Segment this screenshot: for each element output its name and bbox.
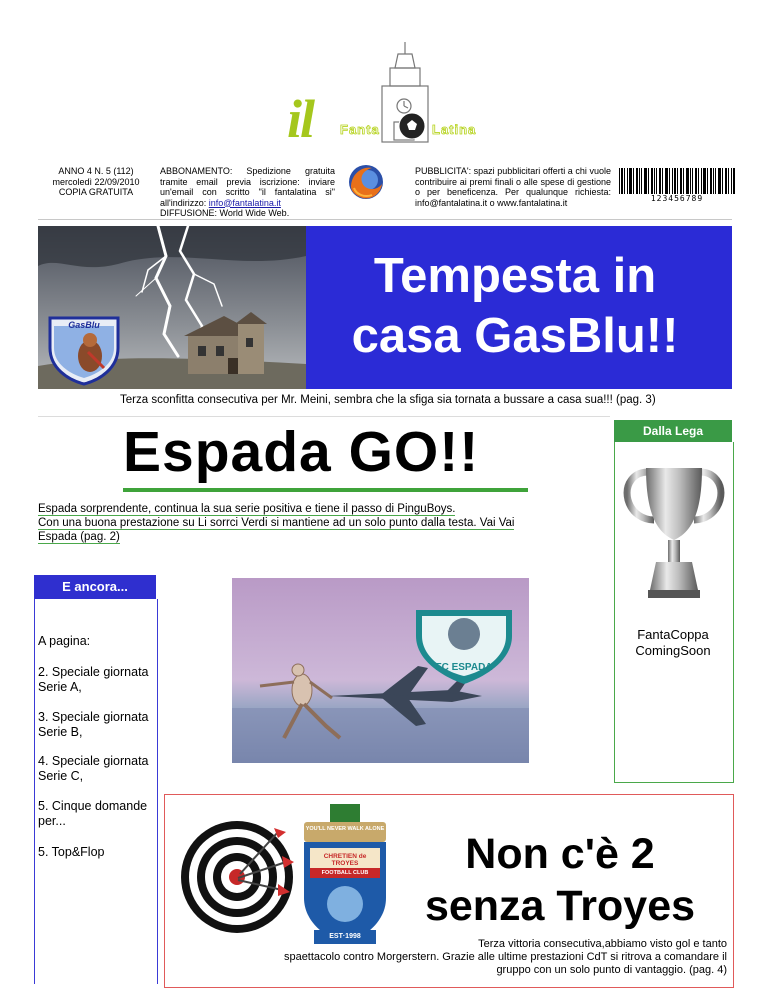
lega-header: Dalla Lega bbox=[614, 420, 732, 442]
espada-underline bbox=[123, 488, 528, 492]
ancora-item: 3. Speciale giornata Serie B, bbox=[38, 710, 149, 739]
gasblu-badge-text: GasBlu bbox=[68, 320, 100, 330]
logo-latina: Latina bbox=[432, 122, 477, 137]
issue-info bbox=[48, 166, 144, 198]
ancora-item: 2. Speciale giornata Serie A, bbox=[38, 665, 149, 694]
headline-subtitle: Terza sconfitta consecutiva per Mr. Meini, sembra che la sfiga sia tornata a bussare a casa sua!!! (pag. 3) bbox=[120, 394, 656, 406]
espada-title: Espada GO!! bbox=[123, 420, 480, 484]
issue-price: COPIA GRATUITA bbox=[58, 187, 134, 197]
issue-number: ANNO 4 N. 5 (112) bbox=[58, 166, 134, 176]
lega-caption bbox=[614, 627, 732, 659]
masthead-divider bbox=[38, 219, 732, 220]
ancora-item: 5. Cinque domande per... bbox=[38, 799, 148, 828]
espada-text-line2: Con una buona prestazione su Li sorrci Verdi si mantiene ad un solo punto dalla testa. Vai Vai bbox=[38, 517, 515, 529]
crest-name-text: CHRETIEN de TROYES bbox=[323, 853, 367, 867]
fc-espada-badge-text: FC ESPADA bbox=[435, 662, 493, 673]
issue-date: mercoledì 22/09/2010 bbox=[52, 176, 140, 187]
dartboard-icon bbox=[178, 818, 296, 936]
ancora-header: E ancora... bbox=[34, 575, 156, 599]
troyes-crest bbox=[296, 802, 394, 952]
logo-fanta: Fanta bbox=[340, 122, 380, 137]
troyes-text-line3: gruppo con un solo punto di vantaggio. (pag. 4) bbox=[496, 964, 727, 976]
firefox-icon bbox=[346, 162, 386, 202]
subscription-email-link[interactable]: info@fantalatina.it bbox=[208, 197, 281, 208]
headline-title-line2: casa GasBlu!! bbox=[351, 309, 679, 363]
espada-photo bbox=[232, 578, 529, 763]
barcode-number: 123456789 bbox=[650, 194, 704, 203]
subscription-text: ABBONAMENTO: Spedizione gratuita tramite email previa iscrizione: inviare un'email con scritto "il fantalatina si" all'indirizzo: bbox=[160, 166, 335, 208]
headline-divider bbox=[38, 416, 610, 417]
troyes-title-line2: senza Troyes bbox=[424, 882, 696, 930]
crest-sub-text: FOOTBALL CLUB bbox=[321, 870, 369, 876]
troyes-text-line1: Terza vittoria consecutiva,abbiamo visto gol e tanto bbox=[478, 938, 727, 950]
espada-text-line3: Espada (pag. 2) bbox=[38, 531, 120, 543]
troyes-text bbox=[175, 938, 727, 977]
troyes-text-line2: spaettacolo contro Morgerstern. Grazie alle ultime prestazioni CdT si ritrova a comandare il bbox=[283, 951, 727, 963]
ancora-box bbox=[34, 599, 158, 984]
lega-caption-line2: ComingSoon bbox=[635, 643, 711, 658]
ancora-item: 4. Speciale giornata Serie C, bbox=[38, 754, 149, 783]
logo-il: il bbox=[287, 89, 314, 149]
troyes-title-line1: Non c'è 2 bbox=[465, 830, 655, 878]
crest-est-text: EST·1998 bbox=[329, 933, 361, 940]
espada-text bbox=[38, 502, 558, 544]
crest-top-text: YOU'LL NEVER WALK ALONE bbox=[305, 826, 385, 832]
headline-title-line1: Tempesta in bbox=[373, 249, 657, 303]
headline-title bbox=[300, 246, 730, 366]
trophy-icon bbox=[620, 462, 728, 602]
ancora-item: 5. Top&Flop bbox=[38, 845, 105, 859]
ancora-intro: A pagina: bbox=[38, 634, 91, 648]
gasblu-badge bbox=[44, 308, 124, 386]
lega-caption-line1: FantaCoppa bbox=[637, 627, 709, 642]
distribution-text: DIFFUSIONE: World Wide Web. bbox=[160, 208, 290, 218]
espada-text-line1: Espada sorprendente, continua la sua serie positiva e tiene il passo di PinguBoys. bbox=[38, 503, 456, 515]
headline-banner bbox=[38, 226, 732, 389]
ads-info: PUBBLICITA': spazi pubblicitari offerti a chi vuole contribuire ai premi finali o alle spese di gestione o per beneficenza. Per qualunque richiesta: info@fantalatina.it o www.fantalatina.it bbox=[415, 166, 611, 208]
subscription-info bbox=[160, 166, 335, 219]
troyes-title bbox=[395, 828, 725, 932]
crest-icon bbox=[296, 802, 394, 952]
